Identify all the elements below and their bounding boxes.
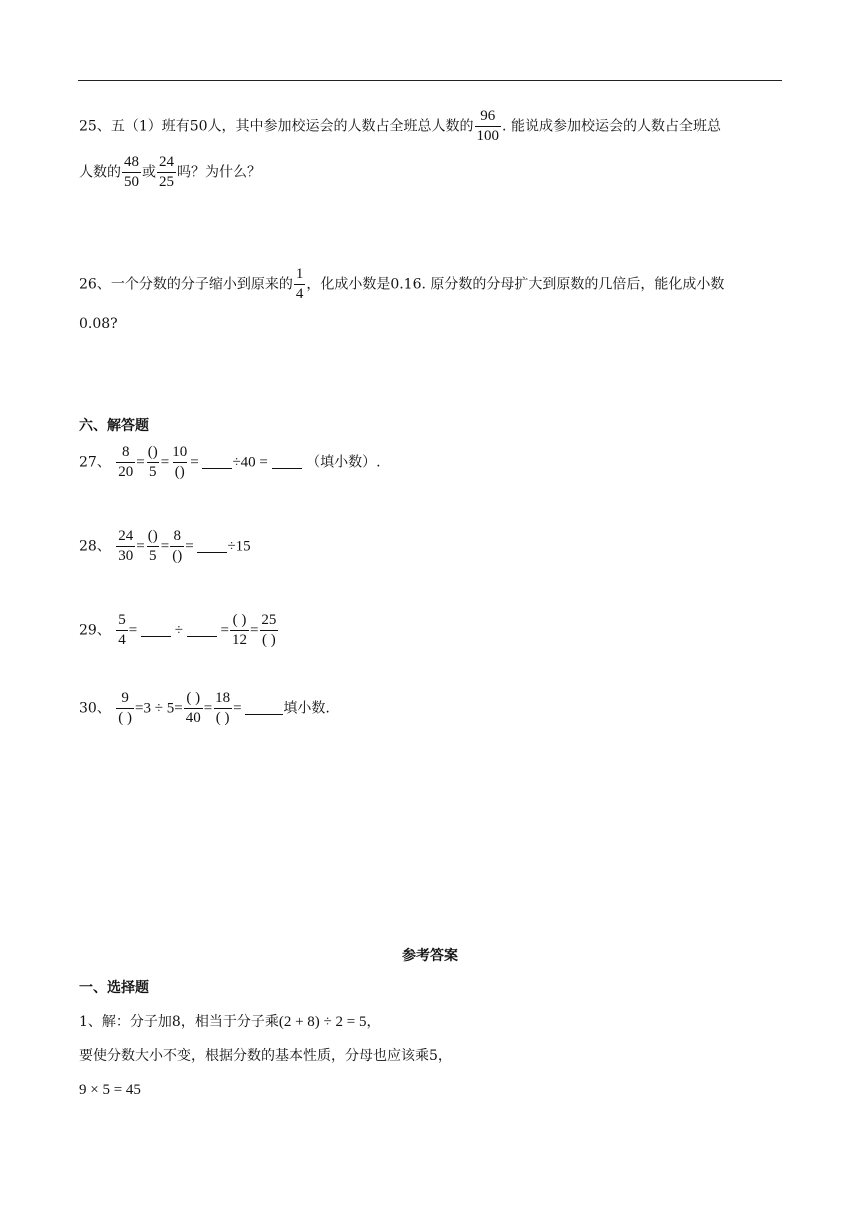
answer-1-text: 1、解：分子加8，相当于分子乘 xyxy=(79,1014,279,1030)
q29-fraction-1: $\frac{5}{4}$ xyxy=(118,612,126,648)
answers-section-1: 一、选择题 xyxy=(79,980,149,996)
q25-text-tail: . 能说成参加校运会的人数占全班总 xyxy=(502,118,721,135)
answer-1-line3: 9 × 5 = 45 xyxy=(79,1082,141,1098)
q27-fraction-3: $\frac{10}{()}$ xyxy=(172,444,188,480)
q28: 28、 $\frac{24}{30}$ = $\frac{()}{5}$ = $\frac{8}{()}$ = ÷15 xyxy=(79,528,251,564)
answers-title: 参考答案 xyxy=(402,948,458,964)
q29-label: 29、 xyxy=(79,622,111,639)
answer-1-line1: 1、解：分子加8，相当于分子乘(2 + 8) ÷ 2 = 5， xyxy=(79,1014,381,1030)
q25-text2: 人数的 xyxy=(79,164,121,181)
q29-blank-2[interactable] xyxy=(187,622,217,637)
q30-label: 30、 xyxy=(79,700,111,717)
q25-fraction-96-100: $\frac{96}{100}$ xyxy=(476,108,500,144)
q26-line1 xyxy=(79,266,724,303)
q30-fraction-2: $\frac{( )}{40}$ xyxy=(185,690,201,726)
q25-line1 xyxy=(79,108,721,145)
q25-fraction-24-25: $\frac{24}{25}$ xyxy=(159,154,174,190)
q26-fraction-1-4: $\frac{1}{4}$ xyxy=(295,266,304,302)
q25-or: 或 xyxy=(142,164,156,181)
q26-line2: 0.08? xyxy=(79,316,118,332)
q30-fraction-3: $\frac{18}{( )}$ xyxy=(215,690,231,726)
q28-fraction-1: $\frac{24}{30}$ xyxy=(118,528,134,564)
q27-blank-2[interactable] xyxy=(272,454,302,469)
q28-fraction-2: $\frac{()}{5}$ xyxy=(147,528,158,564)
q28-label: 28、 xyxy=(79,538,111,555)
q28-divisor: ÷15 xyxy=(227,538,251,555)
q30-fraction-1: $\frac{9}{( )}$ xyxy=(118,690,133,726)
answer-1-line2: 要使分数大小不变，根据分数的基本性质，分母也应该乘5， xyxy=(79,1048,452,1064)
q28-fraction-3: $\frac{8}{()}$ xyxy=(172,528,183,564)
q29-blank-1[interactable] xyxy=(141,622,171,637)
q30: 30、 $\frac{9}{( )}$ =3 ÷ 5= $\frac{( )}{40}$ = $\frac{18}{( )}$ = 填小数. xyxy=(79,690,330,726)
q25-line2 xyxy=(79,154,261,191)
q27-label: 27、 xyxy=(79,454,111,471)
q26-text: 26、一个分数的分子缩小到原来的 xyxy=(79,276,293,293)
q29-divide-sign: ÷ xyxy=(174,622,183,639)
q27-hint: （填小数）. xyxy=(306,454,381,471)
q25-text: 25、五（1）班有50人，其中参加校运会的人数占全班总人数的 xyxy=(79,118,474,135)
q29-fraction-3: $\frac{25}{( )}$ xyxy=(261,612,277,648)
q27: 27、 $\frac{8}{20}$ = $\frac{()}{5}$ = $\frac{10}{()}$ = ÷40 = （填小数）. xyxy=(79,444,381,480)
q27-fraction-2: $\frac{()}{5}$ xyxy=(147,444,158,480)
header-rule xyxy=(78,80,782,81)
q30-hint: 填小数. xyxy=(283,700,330,717)
q29-fraction-2: $\frac{( )}{12}$ xyxy=(231,612,247,648)
q30-expression: 3 ÷ 5 xyxy=(143,700,175,717)
q25-question: 吗？为什么？ xyxy=(177,164,261,181)
q28-blank[interactable] xyxy=(197,538,227,553)
q27-divisor: ÷40 xyxy=(232,454,256,471)
q29: 29、 $\frac{5}{4}$ = ÷ = $\frac{( )}{12}$ = $\frac{25}{( )}$ xyxy=(79,612,277,648)
q25-fraction-48-50: $\frac{48}{50}$ xyxy=(124,154,139,190)
section-title-6: 六、解答题 xyxy=(79,418,149,434)
answer-1-expression: (2 + 8) ÷ 2 = 5 xyxy=(278,1014,367,1030)
q30-blank[interactable] xyxy=(245,700,283,715)
q27-fraction-1: $\frac{8}{20}$ xyxy=(118,444,134,480)
q26-text-tail: ，化成小数是0.16. 原分数的分母扩大到原数的几倍后，能化成小数 xyxy=(306,276,725,293)
q27-blank-1[interactable] xyxy=(202,454,232,469)
